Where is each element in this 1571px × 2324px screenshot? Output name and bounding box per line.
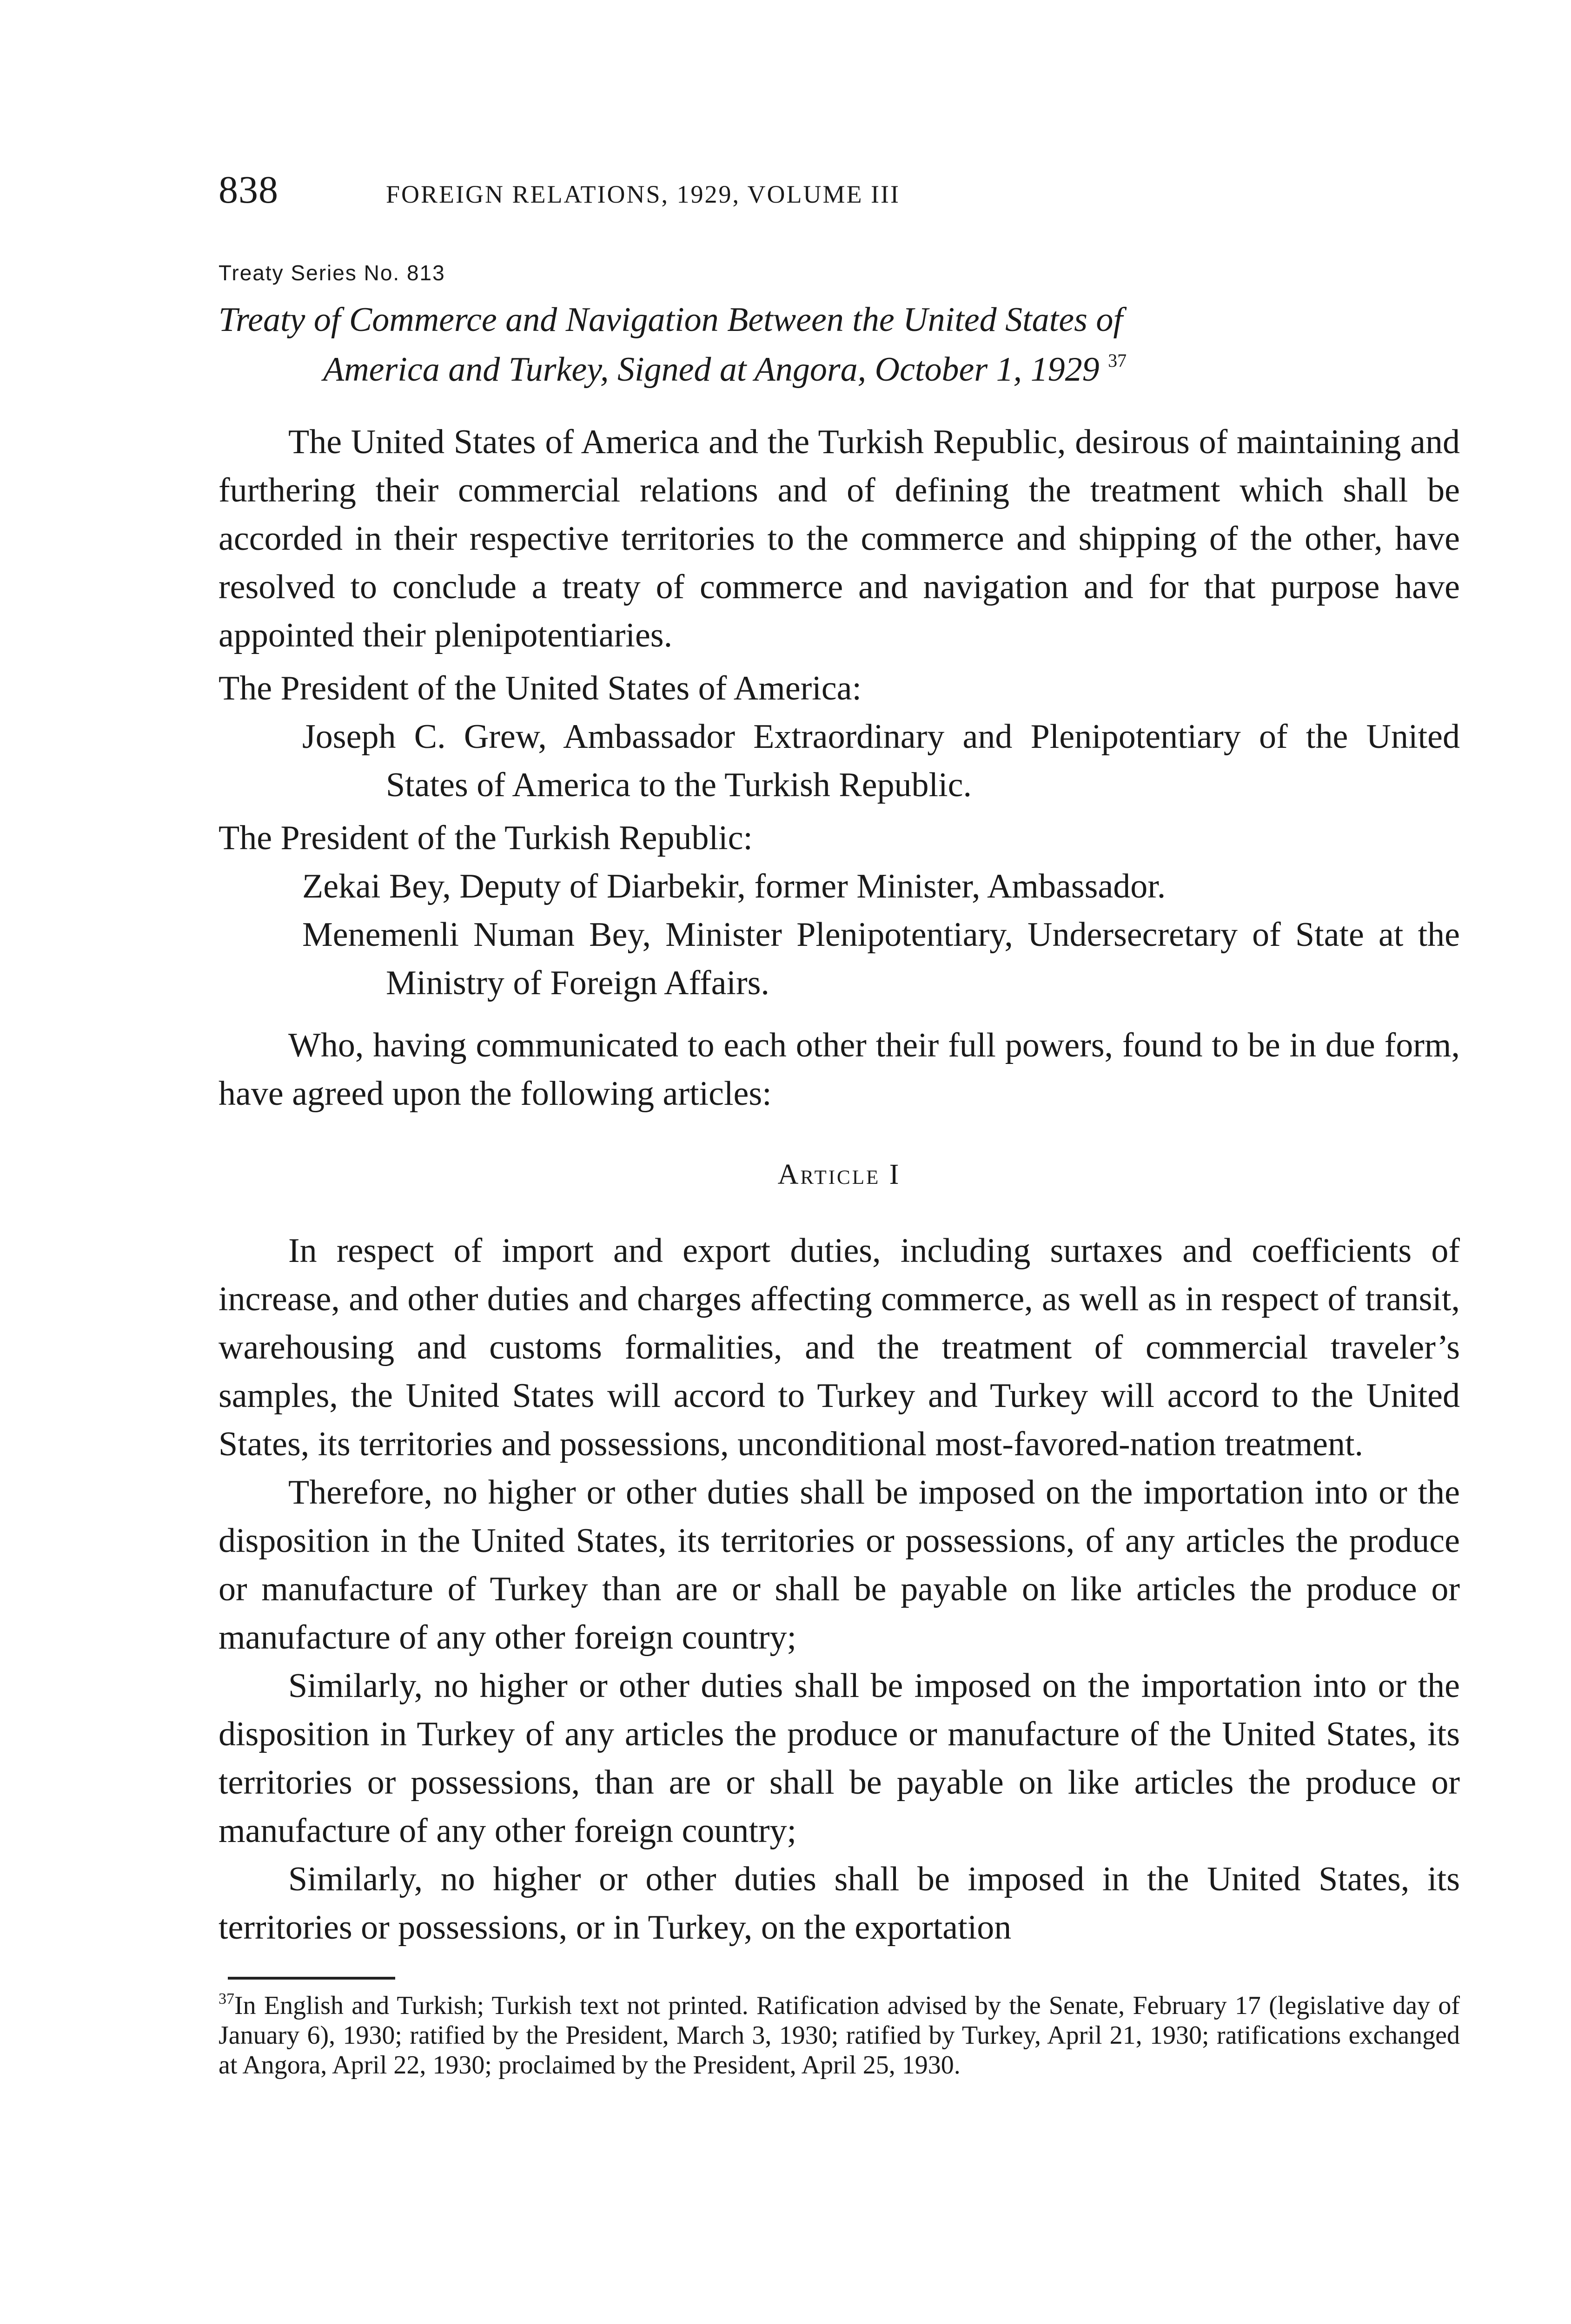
document-page: [219, 167, 1460, 2080]
treaty-title-line-2: America and Turkey, Signed at Angora, October 1, 1929: [323, 350, 1100, 389]
turkish-plenipotentiary-1: Zekai Bey, Deputy of Diarbekir, former Minister, Ambassador.: [302, 867, 1166, 905]
article-heading: Article I: [777, 1159, 901, 1190]
treaty-title: [219, 299, 1460, 390]
running-header: [219, 167, 1460, 218]
page-number: 838: [219, 168, 278, 211]
article-paragraph-2: Therefore, no higher or other duties shall be imposed on the importation into or the disposition in the United States, its territories or possessions, of any articles the produce or manufacture of Turkey than are or shall be payable on like articles the produce or manufacture of any other foreign country;: [219, 1473, 1460, 1657]
treaty-series-label: Treaty Series No. 813: [219, 261, 445, 285]
treaty-body: [219, 418, 1460, 1952]
footnote-mark: 37: [219, 1990, 234, 2007]
footnote-divider: [228, 1977, 395, 1980]
article-paragraph-3: Similarly, no higher or other duties shall be imposed on the importation into or the disposition in Turkey of any articles the produce or manufacture of the United States, its territories or possessions, than are or shall be payable on like articles the produce or manufacture of any other foreign country;: [219, 1667, 1460, 1850]
treaty-title-line-2-wrap: [219, 340, 1460, 390]
title-footnote-mark: 37: [1108, 350, 1127, 371]
article-paragraph-1: In respect of import and export duties, including surtaxes and coefficients of increase, and other duties and charges affecting commerce, as well as in respect of transit, warehousing and customs formalities, and the treatment of commercial traveler’s samples, the United States will accord to Turkey and Turkey will accord to the United States, its territories and possessions, unconditional most-favored-nation treatment.: [219, 1232, 1460, 1463]
turkish-president-line: The President of the Turkish Republic:: [219, 819, 753, 857]
preamble-paragraph: The United States of America and the Turkish Republic, desirous of maintaining and furthering their commercial relations and of defining the treatment which shall be accorded in their respective territories to the commerce and shipping of the other, have resolved to conclude a treaty of commerce and navigation and for that purpose have appointed their plenipotentiaries.: [219, 423, 1460, 654]
footnote: [219, 1984, 1460, 2080]
treaty-title-line-1: Treaty of Commerce and Navigation Between the United States of: [219, 301, 1123, 339]
turkish-plenipotentiary-2: Menemenli Numan Bey, Minister Plenipotentiary, Undersecretary of State at the Ministry of Foreign Affairs.: [302, 916, 1460, 1002]
footnote-text: In English and Turkish; Turkish text not printed. Ratification advised by the Senate, February 17 (legislative day of January 6), 1930; ratified by the President, March 3, 1930; ratified by Turkey, April 21, 1930; ratifications exchanged at Angora, April 22, 1930; proclaimed by the President, April 25, 1930.: [219, 1991, 1460, 2080]
article-paragraph-4: Similarly, no higher or other duties shall be imposed in the United States, its territories or possessions, or in Turkey, on the exportation: [219, 1860, 1460, 1947]
running-title: FOREIGN RELATIONS, 1929, VOLUME III: [386, 180, 900, 208]
full-powers-paragraph: Who, having communicated to each other their full powers, found to be in due form, have agreed upon the following articles:: [219, 1026, 1460, 1113]
us-president-line: The President of the United States of America:: [219, 669, 862, 707]
us-plenipotentiary: Joseph C. Grew, Ambassador Extraordinary and Plenipotentiary of the United States of America to the Turkish Republic.: [302, 718, 1460, 804]
